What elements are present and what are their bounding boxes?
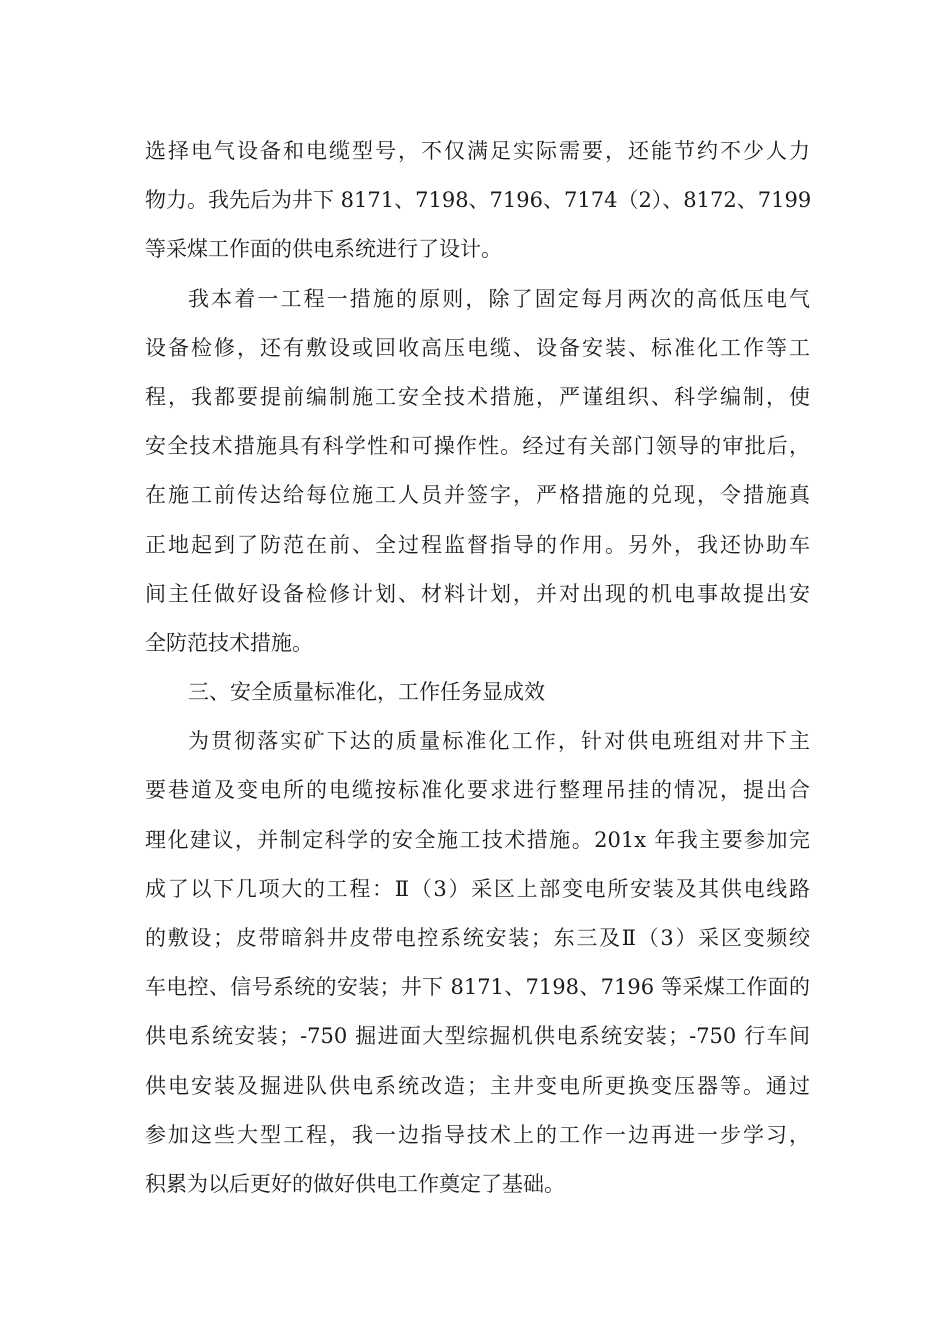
text-line: 的敷设；皮带暗斜井皮带电控系统安装；东三及Ⅱ（3）采区变频绞 <box>145 926 810 950</box>
text-line: 安全技术措施具有科学性和可操作性。经过有关部门领导的审批后， <box>145 434 810 459</box>
text-line: 全防范技术措施。 <box>145 630 313 655</box>
text-line: 正地起到了防范在前、全过程监督指导的作用。另外，我还协助车 <box>145 532 810 557</box>
text-line: 选择电气设备和电缆型号，不仅满足实际需要，还能节约不少人力 <box>145 139 810 163</box>
text-line: 成了以下几项大的工程：Ⅱ（3）采区上部变电所安装及其供电线路 <box>145 876 810 901</box>
text-line: 在施工前传达给每位施工人员并签字，严格措施的兑现，令措施真 <box>145 483 810 508</box>
text-line: 理化建议，并制定科学的安全施工技术措施。201x 年我主要参加完 <box>145 827 810 852</box>
text-line: 我本着一工程一措施的原则，除了固定每月两次的高低压电气 <box>188 286 810 311</box>
text-line: 物力。我先后为井下 8171、7198、7196、7174（2）、8172、7199 <box>145 188 812 213</box>
document-body <box>145 127 810 1209</box>
section-heading-text: 三、安全质量标准化，工作任务显成效 <box>188 680 545 705</box>
text-line: 设备检修，还有敷设或回收高压电缆、设备安装、标准化工作等工 <box>145 335 810 360</box>
paragraph <box>145 275 810 669</box>
text-line: 积累为以后更好的做好供电工作奠定了基础。 <box>145 1171 565 1196</box>
text-line: 等采煤工作面的供电系统进行了设计。 <box>145 237 502 262</box>
paragraph <box>145 717 810 1209</box>
section-heading <box>145 668 810 717</box>
text-line: 间主任做好设备检修计划、材料计划，并对出现的机电事故提出安 <box>145 581 810 606</box>
paragraph <box>145 127 810 275</box>
text-line: 要巷道及变电所的电缆按标准化要求进行整理吊挂的情况，提出合 <box>145 778 810 803</box>
text-line: 车电控、信号系统的安装；井下 8171、7198、7196 等采煤工作面的 <box>145 975 810 1000</box>
text-line: 为贯彻落实矿下达的质量标准化工作，针对供电班组对井下主 <box>188 729 810 754</box>
text-line: 供电安装及掘进队供电系统改造；主井变电所更换变压器等。通过 <box>145 1073 810 1098</box>
text-line: 程，我都要提前编制施工安全技术措施，严谨组织、科学编制，使 <box>145 384 810 409</box>
text-line: 供电系统安装；-750 掘进面大型综掘机供电系统安装；-750 行车间 <box>145 1024 810 1049</box>
text-line: 参加这些大型工程，我一边指导技术上的工作一边再进一步学习， <box>145 1122 810 1147</box>
